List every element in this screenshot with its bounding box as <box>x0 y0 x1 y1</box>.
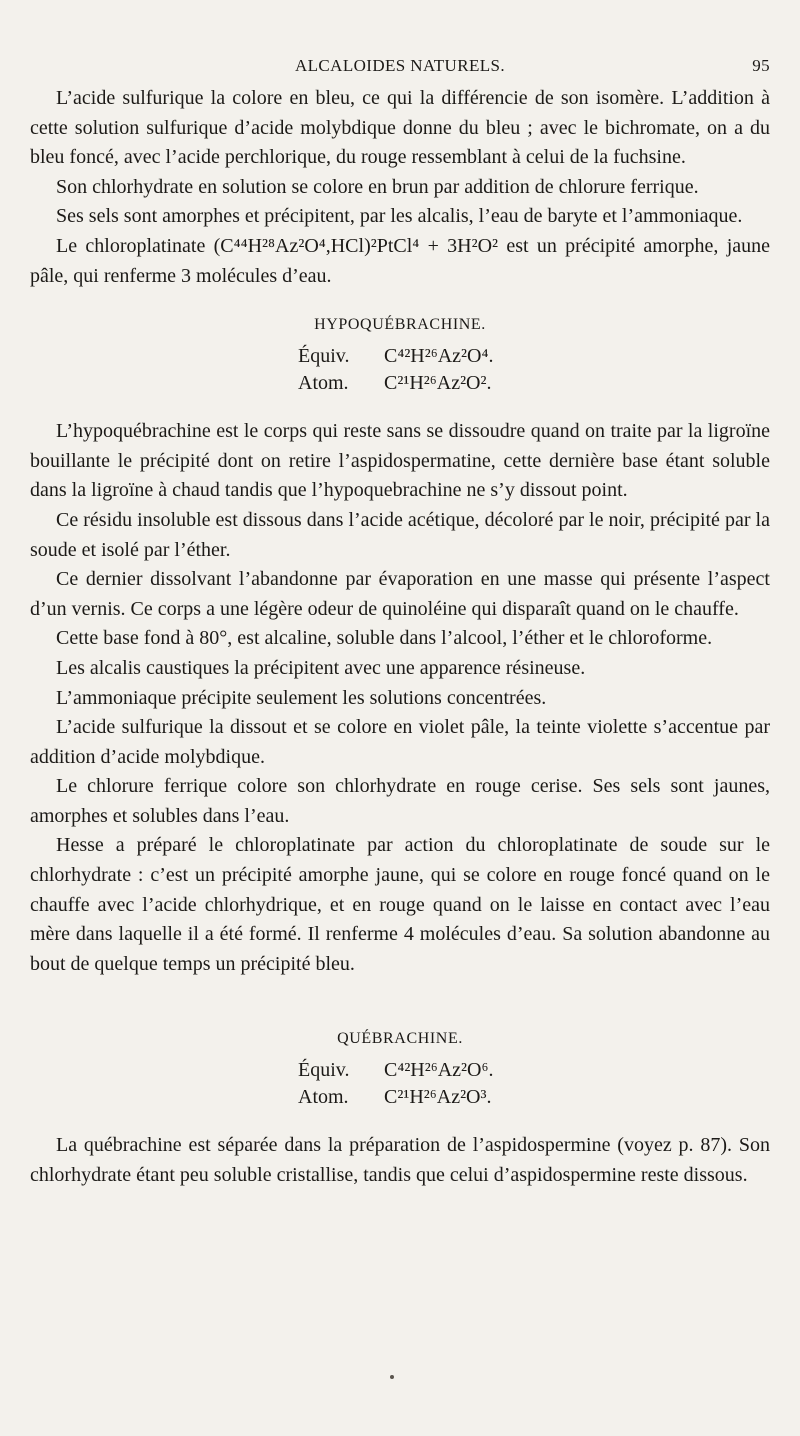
paragraph: L’acide sulfurique la colore en bleu, ce qui la différencie de son isomère. L’addition à cette solution sulfurique d’acide molybdique donne du bleu ; avec le bichromate, on a du bleu foncé, avec l’acide perchlorique, du rouge ressemblant à celui de la fuchsine. <box>30 87 770 169</box>
equiv-formula-line <box>298 1057 758 1084</box>
page-header <box>30 56 770 80</box>
section-title-hypoquebrachine: HYPOQUÉBRACHINE. <box>314 316 486 334</box>
equiv-label: Équiv. <box>298 345 350 368</box>
paragraph: Cette base fond à 80°, est alcaline, soluble dans l’alcool, l’éther et le chloroforme. <box>56 627 713 650</box>
atom-label: Atom. <box>298 1086 349 1109</box>
paragraph: Hesse a préparé le chloroplatinate par action du chloroplatinate de soude sur le chlorhydrate : c’est un précipité amorphe jaune, qui se colore en rouge foncé quand on le chauffe avec l’acide chlorhydrique, et en rouge quand on le laisse en contact avec l’eau mère dans laquelle il a été formé. Il renferme 4 molécules d’eau. Sa solution abandonne au bout de quelque temps un précipité bleu. <box>30 834 770 975</box>
paragraph: Ses sels sont amorphes et précipitent, par les alcalis, l’eau de baryte et l’ammoniaque. <box>56 205 743 228</box>
paragraph: La québrachine est séparée dans la préparation de l’aspidospermine (voyez p. 87). Son chlorhydrate étant peu soluble cristallise, tandis que celui d’aspidospermine reste dissous. <box>30 1134 770 1187</box>
atom-formula-line <box>298 370 758 397</box>
spacer <box>30 979 770 1005</box>
running-title: ALCALOIDES NATURELS. <box>294 56 506 75</box>
page-number: 95 <box>752 56 770 75</box>
atom-formula-line <box>298 1084 758 1111</box>
formula-block-quebrachine <box>30 1057 770 1111</box>
atom-formula: C²¹H²⁶Az²O². <box>384 372 492 395</box>
section-title-quebrachine: QUÉBRACHINE. <box>337 1030 463 1048</box>
paragraph: L’acide sulfurique la dissout et se colore en violet pâle, la teinte violette s’accentue par addition d’acide molybdique. <box>30 716 770 768</box>
paragraph: Son chlorhydrate en solution se colore en brun par addition de chlorure ferrique. <box>56 175 699 198</box>
equiv-formula: C⁴²H²⁶Az²O⁶. <box>384 1059 494 1082</box>
atom-label: Atom. <box>298 372 349 395</box>
paragraph: Le chloroplatinate (C⁴⁴H²⁸Az²O⁴,HCl)²PtCl⁴ + 3H²O² est un précipité amorphe, jaune pâle, qui renferme 3 molécules d’eau. <box>30 234 770 287</box>
print-speck <box>390 1375 394 1379</box>
equiv-label: Équiv. <box>298 1059 350 1082</box>
paragraph: Ce résidu insoluble est dissous dans l’acide acétique, décoloré par le noir, précipité par la soude et isolé par l’éther. <box>30 508 770 561</box>
atom-formula: C²¹H²⁶Az²O³. <box>384 1086 492 1109</box>
formula-block-hypoquebrachine <box>30 343 770 397</box>
page-body <box>30 84 770 1191</box>
paragraph: Le chlorure ferrique colore son chlorhydrate en rouge cerise. Ses sels sont jaunes, amorphes et solubles dans l’eau. <box>30 775 770 827</box>
paragraph: L’hypoquébrachine est le corps qui reste sans se dissoudre quand on traite par la ligroïne bouillante le précipité dont on retire l’aspidospermatine, cette dernière base étant soluble dans la ligroïne à chaud tandis que l’hypoquebrachine ne s’y dissout point. <box>30 420 770 502</box>
paragraph: Les alcalis caustiques la précipitent avec une apparence résineuse. <box>56 656 586 679</box>
equiv-formula-line <box>298 343 758 370</box>
paragraph: Ce dernier dissolvant l’abandonne par évaporation en une masse qui présente l’aspect d’un vernis. Ce corps a une légère odeur de quinoléine qui disparaît quand on le chauffe. <box>30 568 770 620</box>
equiv-formula: C⁴²H²⁶Az²O⁴. <box>384 345 494 368</box>
paragraph: L’ammoniaque précipite seulement les solutions concentrées. <box>56 686 547 709</box>
